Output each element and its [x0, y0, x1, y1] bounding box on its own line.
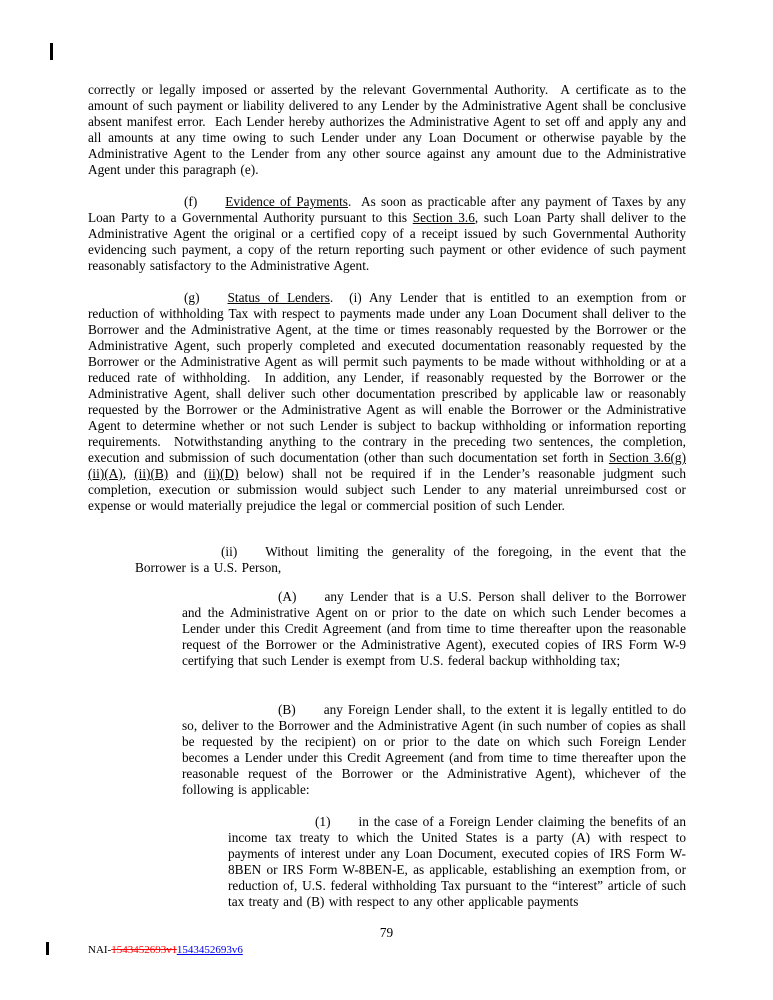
revision-change-bar-top	[50, 43, 53, 60]
page-number: 79	[379, 925, 394, 940]
footer-prefix: NAI-	[88, 944, 112, 956]
paragraph-g	[88, 290, 686, 514]
text-segment: (g)	[184, 290, 200, 305]
section-reference: Section 3.6	[412, 210, 475, 225]
paragraph-A	[182, 589, 686, 669]
text-segment: Without limiting the generality of the foregoing, in the event that the Borrower is a U.S. Person,	[135, 544, 686, 575]
section-reference: Evidence of Payments	[225, 194, 348, 209]
text-segment: in the case of a Foreign Lender claiming the benefits of an income tax treaty to which the United States is a party (A) with respect to payments of interest under any Loan Document, executed copies of IRS Form W-8BEN or IRS Form W-8BEN-E, as applicable, establishing an exemption from, or reduction of, U.S. federal withholding Tax pursuant to the “interest” article of such tax treaty and (B) with respect to any other applicable payments	[228, 814, 686, 909]
text-segment: any Lender that is a U.S. Person shall deliver to the Borrower and the Administrative Agent on or prior to the date on which such Lender becomes a Lender under this Credit Agreement (and from time to time thereafter upon the reasonable request of the Borrower or the Administrative Agent), executed copies of IRS Form W-9 certifying that such Lender is exempt from U.S. federal backup withholding tax;	[182, 589, 686, 668]
text-segment: (1)	[315, 814, 331, 829]
revision-change-bar-bottom	[46, 942, 49, 955]
section-reference: Status of Lenders	[227, 290, 330, 305]
text-segment: . As soon as practicable after any payment of Taxes by any Loan Party to a Governmental Authority pursuant to this	[88, 194, 687, 225]
paragraph-f	[88, 194, 686, 274]
text-segment: (B)	[278, 702, 296, 717]
text-segment: . (i) Any Lender that is entitled to an exemption from or reduction of withholding Tax with respect to payments made under any Loan Document shall deliver to the Borrower and the Administrative Agent, at the time or times reasonably requested by the Borrower or the Administrative Agent, such properly completed and executed documentation reasonably requested by the Borrower or the Administrative Agent as will permit such payments to be made without withholding or at a reduced rate of withholding. In addition, any Lender, if reasonably requested by the Borrower or the Administrative Agent, shall deliver such other documentation prescribed by applicable law or reasonably requested by the Borrower or the Administrative Agent as will enable the Borrower or the Administrative Agent to determine whether or not such Lender is subject to backup withholding or information reporting requirements. Notwithstanding anything to the contrary in the preceding two sentences, the completion, execution and submission of such documentation (other than such documentation set forth in	[88, 290, 686, 465]
text-segment: (f)	[184, 194, 198, 209]
text-segment: (ii)	[221, 544, 238, 559]
section-reference: Section 3.6(g)(ii)(A)	[88, 450, 686, 481]
text-segment: (A)	[278, 589, 297, 604]
text-segment: , such Loan Party shall deliver to the Administrative Agent the original or a certified copy of a receipt issued by such Governmental Authority evidencing such payment, a copy of the return reporting such payment or other evidence of such payment reasonably satisfactory to the Administrative Agent.	[88, 210, 686, 273]
paragraph-ii	[135, 544, 686, 576]
section-reference: (ii)(B)	[134, 466, 169, 481]
paragraph-B	[182, 702, 686, 798]
footer-deleted-version: 1543452693v1	[111, 944, 177, 956]
text-segment: correctly or legally imposed or asserted by the relevant Governmental Authority. A certificate as to the amount of such payment or liability delivered to any Lender by the Administrative Agent shall be conclusive absent manifest error. Each Lender hereby authorizes the Administrative Agent to set off and apply any and all amounts at any time owing to such Lender under any Loan Document or otherwise payable by the Administrative Agent to the Lender from any other source against any amount due to the Administrative Agent under this paragraph (e).	[88, 82, 686, 177]
text-segment: and	[168, 466, 204, 481]
paragraph-continuation	[88, 82, 686, 178]
document-id-footer	[88, 944, 243, 957]
text-segment: below) shall not be required if in the Lender’s reasonable judgment such completion, execution or submission would subject such Lender to any material unreimbursed cost or expense or would materially prejudice the legal or commercial position of such Lender.	[88, 466, 686, 513]
paragraph-1	[228, 814, 686, 910]
text-segment: ,	[122, 466, 135, 481]
text-segment: any Foreign Lender shall, to the extent it is legally entitled to do so, deliver to the Borrower and the Administrative Agent (in such number of copies as shall be requested by the recipient) on or prior to the date on which such Foreign Lender becomes a Lender under this Credit Agreement (and from time to time thereafter upon the reasonable request of the Borrower or the Administrative Agent), whichever of the following is applicable:	[182, 702, 686, 797]
section-reference: (ii)(D)	[203, 466, 239, 481]
footer-inserted-version: 1543452693v6	[176, 944, 243, 956]
